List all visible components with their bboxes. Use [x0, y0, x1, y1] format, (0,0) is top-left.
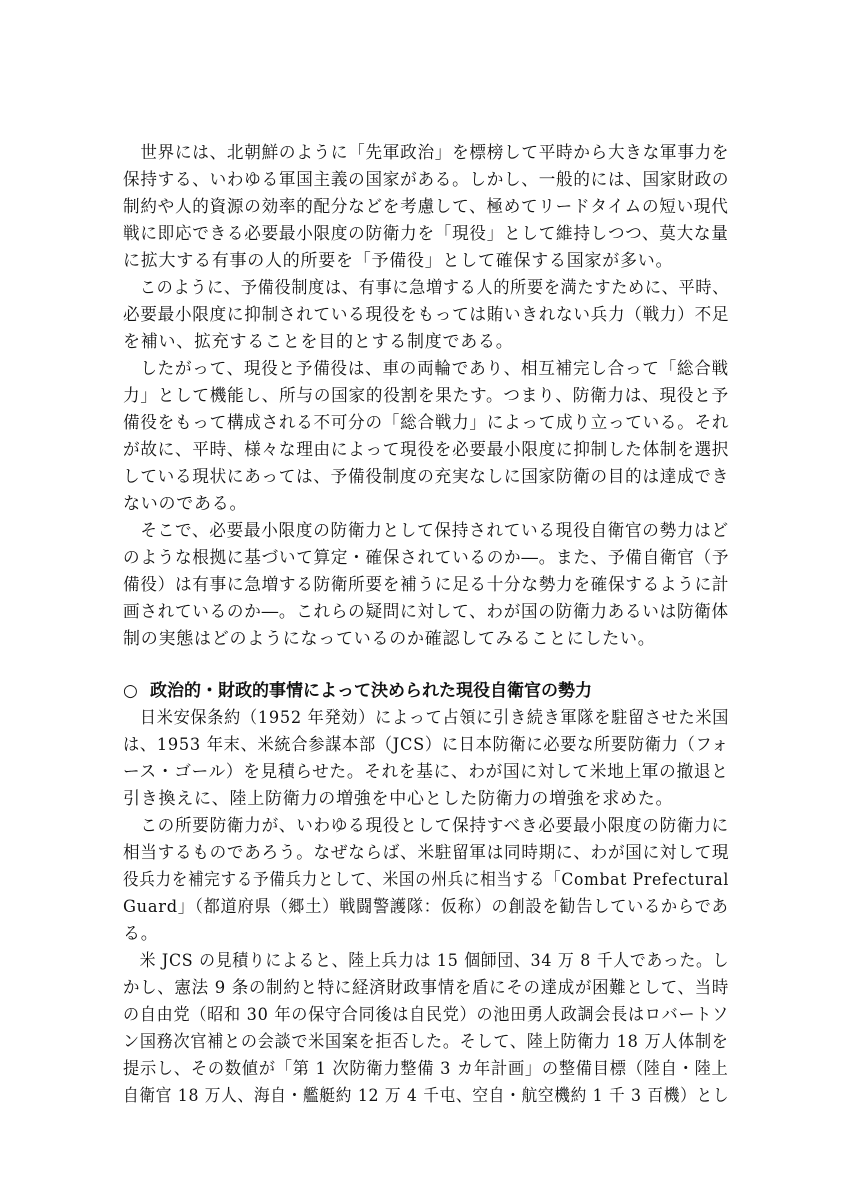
- text-line: 備役をもって構成される不可分の「総合戦力」によって成り立っている。それ: [123, 413, 730, 433]
- text-line: 自衛官 18 万人、海自・艦艇約 12 万 4 千屯、空自・航空機約 1 千 3 百機）とし: [123, 1086, 730, 1106]
- intro-paragraph: [123, 356, 729, 518]
- section-heading: [123, 678, 729, 705]
- text-line: Guard」（都道府県（郷土）戦闘警護隊：仮称）の創設を勧告しているからであ: [123, 897, 729, 917]
- intro-paragraph: [123, 140, 729, 275]
- document-page: [123, 140, 729, 1110]
- text-line: ないのである。: [123, 494, 248, 514]
- text-line: している現状にあっては、予備役制度の充実なしに国家防衛の目的は達成でき: [123, 467, 730, 487]
- intro-paragraph: [123, 518, 729, 653]
- text-line: かし、憲法 9 条の制約と特に経済財政事情を盾にその達成が困難として、当時: [123, 978, 730, 998]
- text-line: 制約や人的資源の効率的配分などを考慮して、極めてリードタイムの短い現代: [123, 197, 729, 217]
- text-line: に拡大する有事の人的所要を「予備役」として確保する国家が多い。: [123, 251, 674, 271]
- text-line: 世界には、北朝鮮のように「先軍政治」を標榜して平時から大きな軍事力を: [123, 143, 730, 163]
- circle-bullet-icon: ○: [123, 681, 138, 701]
- text-line: 相当するものであろう。なぜならば、米駐留軍は同時期に、わが国に対して現: [123, 843, 730, 863]
- text-line: したがって、現役と予備役は、車の両輪であり、相互補完し合って「総合戦: [123, 359, 729, 379]
- text-line: 日米安保条約（1952 年発効）によって占領に引き続き軍隊を駐留させた米国: [123, 708, 730, 728]
- section-heading-text: 政治的・財政的事情によって決められた現役自衛官の勢力: [150, 681, 592, 701]
- text-line: 提示し、その数値が「第 1 次防衛力整備 3 カ年計画」の整備目標（陸自・陸上: [123, 1059, 729, 1079]
- text-line: 備役）は有事に急増する防衛所要を補うに足る十分な勢力を確保するように計: [123, 575, 730, 595]
- text-line: このように、予備役制度は、有事に急増する人的所要を満たすために、平時、: [123, 278, 730, 298]
- text-line: 引き換えに、陸上防衛力の増強を中心とした防衛力の増強を求めた。: [123, 789, 674, 809]
- text-line: 必要最小限度に抑制されている現役をもっては賄いきれない兵力（戦力）不足: [123, 305, 730, 325]
- text-line: の自由党（昭和 30 年の保守合同後は自民党）の池田勇人政調会長はロバートソ: [123, 1005, 729, 1025]
- text-line: そこで、必要最小限度の防衛力として保持されている現役自衛官の勢力はど: [123, 521, 729, 541]
- text-line: ン国務次官補との会談で米国案を拒否した。そして、陸上防衛力 18 万人体制を: [123, 1032, 729, 1052]
- text-line: 米 JCS の見積りによると、陸上兵力は 15 個師団、34 万 8 千人であった。し: [123, 951, 730, 971]
- text-line: 戦に即応できる必要最小限度の防衛力を「現役」として維持しつつ、莫大な量: [123, 224, 729, 244]
- text-line: 制の実態はどのようになっているのか確認してみることにしたい。: [123, 629, 656, 649]
- text-line: のような根拠に基づいて算定・確保されているのか―。また、予備自衛官（予: [123, 548, 730, 568]
- text-line: 役兵力を補完する予備兵力として、米国の州兵に相当する「Combat Prefectural: [123, 870, 730, 890]
- text-line: を補い、拡充することを目的とする制度である。: [123, 332, 514, 352]
- text-line: は、1953 年末、米統合参謀本部（JCS）に日本防衛に必要な所要防衛力（フォ: [123, 735, 729, 755]
- section-paragraph: [123, 948, 729, 1110]
- text-line: ース・ゴール）を見積らせた。それを基に、わが国に対して米地上軍の撤退と: [123, 762, 729, 782]
- section-paragraph: [123, 705, 729, 813]
- section-paragraph: [123, 813, 729, 948]
- text-line: が故に、平時、様々な理由によって現役を必要最小限度に抑制した体制を選択: [123, 440, 730, 460]
- text-line: る。: [123, 924, 159, 944]
- intro-paragraph: [123, 275, 729, 356]
- text-line: この所要防衛力が、いわゆる現役として保持すべき必要最小限度の防衛力に: [123, 816, 729, 836]
- text-line: 保持する、いわゆる軍国主義の国家がある。しかし、一般的には、国家財政の: [123, 170, 730, 190]
- text-line: 力」として機能し、所与の国家的役割を果たす。つまり、防衛力は、現役と予: [123, 386, 729, 406]
- text-line: 画されているのか―。これらの疑問に対して、わが国の防衛力あるいは防衛体: [123, 602, 729, 622]
- section-gap: [123, 653, 729, 678]
